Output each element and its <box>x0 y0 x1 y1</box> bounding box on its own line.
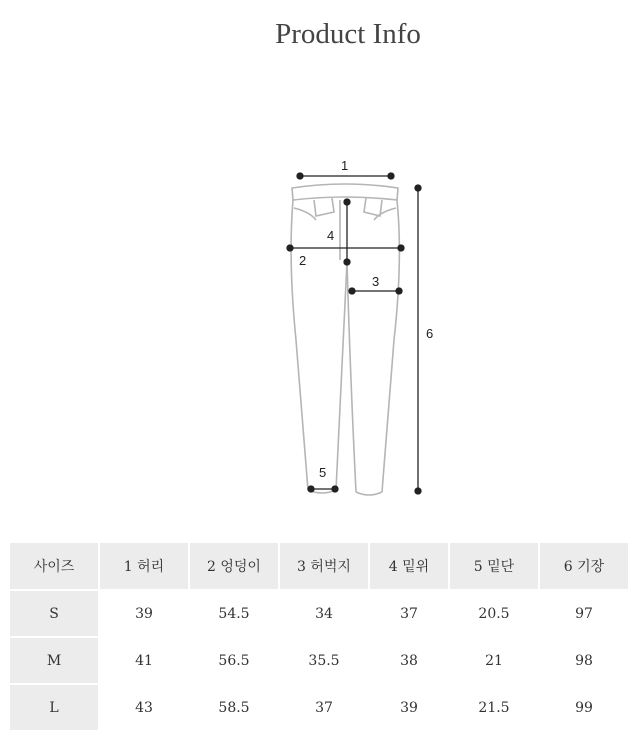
label-1: 1 <box>341 158 349 173</box>
table-cell: 41 <box>135 652 153 669</box>
table-row <box>10 591 628 636</box>
label-3: 3 <box>372 274 380 289</box>
table-cell: 54.5 <box>218 605 250 622</box>
size-cell: M <box>10 638 98 683</box>
size-cell: S <box>10 591 98 636</box>
label-2: 2 <box>299 253 307 268</box>
table-row <box>10 685 628 730</box>
table-cell: 97 <box>575 605 593 622</box>
table-cell: 98 <box>575 652 593 669</box>
size-cell: L <box>10 685 98 730</box>
table-cell: 37 <box>400 605 418 622</box>
table-cell: 56.5 <box>218 652 250 669</box>
table-cell: 58.5 <box>218 699 250 716</box>
table-cell: 35.5 <box>308 652 340 669</box>
label-5: 5 <box>319 465 327 480</box>
table-cell: 99 <box>575 699 593 716</box>
table-cell: 20.5 <box>478 605 510 622</box>
header-cell: 3 허벅지 <box>280 543 368 589</box>
header-cell: 6 기장 <box>540 543 628 589</box>
header-cell: 사이즈 <box>10 543 98 589</box>
header-cell: 5 밑단 <box>450 543 538 589</box>
pants-measurement-diagram <box>270 150 450 510</box>
label-6: 6 <box>426 326 434 341</box>
label-4: 4 <box>327 228 335 243</box>
table-cell: 39 <box>135 605 153 622</box>
header-cell: 2 엉덩이 <box>190 543 278 589</box>
table-header-row <box>10 543 628 589</box>
header-cell: 1 허리 <box>100 543 188 589</box>
table-cell: 37 <box>315 699 333 716</box>
table-cell: 43 <box>135 699 153 716</box>
table-cell: 38 <box>400 652 418 669</box>
table-row <box>10 638 628 683</box>
pants-outline <box>291 184 399 495</box>
size-table <box>8 541 630 732</box>
table-cell: 21.5 <box>478 699 510 716</box>
table-cell: 39 <box>400 699 418 716</box>
table-cell: 21 <box>485 652 503 669</box>
table-cell: 34 <box>315 605 333 622</box>
header-cell: 4 밑위 <box>370 543 448 589</box>
page-title: Product Info <box>275 18 421 50</box>
